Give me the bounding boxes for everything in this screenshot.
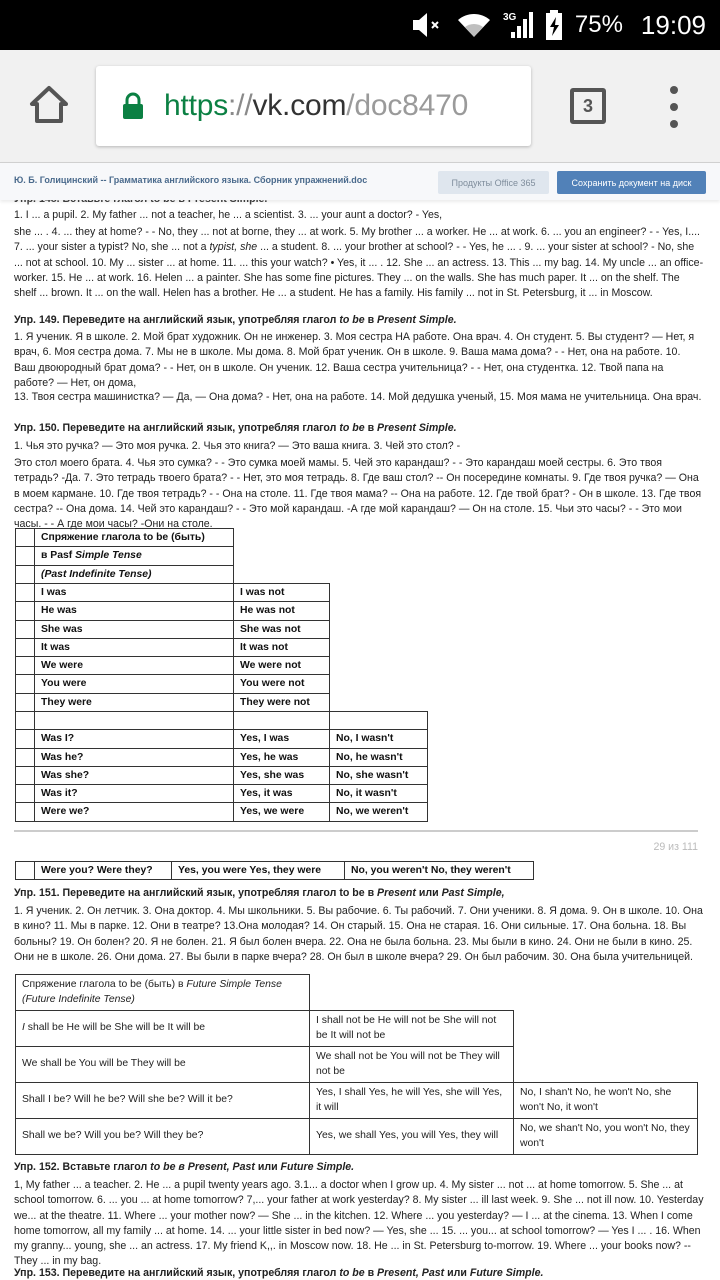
exercise-150-body: Это стол моего брата. 4. Чья это сумка? - - Это сумка моей мамы. 5. Чей это карандаш? - - Это карандаш моей сестры. 6. Это твоя тетрадь? -Да. 7. Это тетрадь твоего брата? - - Нет, это моя тетрадь. 8. Где ваш стол? -- Он посередине комнаты. 9. Где твоя ручка? — Она в моем кармане. 10. Где твоя тетрадь? - - Она на столе. 11. Где твоя мама? -- Она на работе. 12. Где твой брат? - Он в школе. 13. Где твоя сестра? -- Она дома. 14. Чей это карандаш? - - Это мой карандаш. -А где мой карандаш? — Он на столе. 15. Чьи это часы? - - Это мои часы. - - А где мои часы? -Они на столе. [14, 457, 702, 531]
table-cell [16, 730, 35, 748]
table-cell: Yes, you were Yes, they were [172, 862, 345, 880]
table-cell [16, 584, 35, 602]
table-cell: No, I wasn't [330, 730, 428, 748]
document-header [0, 162, 720, 200]
table-cell: Were you? Were they? [35, 862, 172, 880]
table-cell [514, 1010, 698, 1046]
table-cell: We shall not be You will not be They will not be [310, 1046, 514, 1082]
table-cell [16, 803, 35, 821]
table-row [16, 657, 330, 675]
table-cell: I was not [234, 584, 330, 602]
table-cell: Shall I be? Will he be? Will she be? Will it be? [16, 1082, 310, 1118]
table-row [16, 712, 428, 730]
table-cell: You were not [234, 675, 330, 693]
cellular-signal-icon [503, 10, 533, 40]
table-row [16, 675, 330, 693]
table-row [16, 602, 330, 620]
save-to-disk-button[interactable]: Сохранить документ на диск [557, 171, 706, 194]
battery-percentage: 75% [574, 11, 623, 38]
exercise-149-heading: Упр. 149. Переведите на английский язык, употребляя глагол to be в Present Simple. [14, 314, 457, 326]
table-cell [514, 1046, 698, 1082]
table-row [16, 862, 534, 880]
page-indicator: 29 из 111 [653, 841, 698, 853]
table-cell: Yes, he was [234, 748, 330, 766]
table-cell [16, 785, 35, 803]
table-cell: Was he? [35, 748, 234, 766]
tab-switcher-button[interactable]: 3 [570, 88, 606, 124]
office-365-button[interactable]: Продукты Office 365 [438, 171, 549, 194]
exercise-150-line1: 1. Чья это ручка? — Это моя ручка. 2. Чья это книга? — Это ваша книга. 3. Чей это стол? - [14, 440, 461, 452]
table-cell: No, he wasn't [330, 748, 428, 766]
table-cell: You were [35, 675, 234, 693]
table-cell: It was [35, 638, 234, 656]
table-cell [514, 975, 698, 1011]
table-cell: We shall be You will be They will be [16, 1046, 310, 1082]
table-cell: Was it? [35, 785, 234, 803]
page-separator [14, 830, 698, 832]
table-cell: No, I shan't No, he won't No, she won't No, it won't [514, 1082, 698, 1118]
table-row [16, 529, 234, 547]
table-cell: He was [35, 602, 234, 620]
table-row [16, 565, 234, 583]
table-cell [16, 712, 35, 730]
table-cell [16, 547, 35, 565]
table-cell: I shall not be He will not be She will not be It will not be [310, 1010, 514, 1046]
table-cell: Yes, we shall Yes, you will Yes, they will [310, 1118, 514, 1154]
table-cell [35, 712, 234, 730]
mute-icon [411, 11, 445, 39]
home-icon [28, 84, 70, 126]
past-simple-questions-table [15, 711, 428, 822]
secure-lock-icon [122, 92, 144, 120]
table-cell: We were not [234, 657, 330, 675]
table-cell: Yes, I was [234, 730, 330, 748]
table-row [16, 1010, 698, 1046]
past-simple-continued-table [15, 861, 534, 880]
future-simple-table [15, 974, 698, 1155]
table-cell: Was she? [35, 766, 234, 784]
table-cell [16, 638, 35, 656]
table-row [16, 748, 428, 766]
table-cell: Yes, I shall Yes, he will Yes, she will Yes, it will [310, 1082, 514, 1118]
table-cell: I shall be He will be She will be It will be [16, 1010, 310, 1046]
exercise-152-body: 1, My father ... a teacher. 2. He ... a pupil twenty years ago. 3.1... a doctor when I grow up. 4. My sister ... not ... at home tomorrow. 5. She ... at school tomorrow. 6. ... you ... at home tomorrow? 7,... your father at work yesterday? 8. My sister ... ill last week. 9. She ... not ill now. 10. Yesterday we... at the theatre. 11. Where ... your mother now? — She ... in the kitchen. 12. Where ... you yesterday? — I ... at the cinema. 13. When I come home tomorrow, all my family ... at home. 14. ... your little sister in bed now? — Yes, she ... 15. ... you... at school tomorrow? — Yes I ... . 16. When my granny... young, she ... an actress. 17. My friend K,,. in Moscow now. 18. He ... in St. Petersburg to-morrow. 19. Where ... your books now? -- They ... in my bag. [14, 1179, 704, 1268]
table-row [16, 620, 330, 638]
svg-text:3G: 3G [502, 12, 517, 23]
wifi-icon [457, 11, 491, 39]
table-cell: I was [35, 584, 234, 602]
table-cell: No, you weren't No, they weren't [345, 862, 534, 880]
table-cell: They were not [234, 693, 330, 711]
table-row [16, 766, 428, 784]
table-cell [234, 712, 330, 730]
table-cell: They were [35, 693, 234, 711]
address-bar[interactable] [96, 66, 531, 146]
table-row [16, 1082, 698, 1118]
past-simple-table [15, 528, 234, 584]
table-row [16, 547, 234, 565]
exercise-148-body: she ... . 4. ... they at home? - - No, they ... not at borne, they ... at work. 5. My brother ... a worker. He ... at work. 6. ... you an engineer? - - Yes, I.... 7. ... your sister a typist? No, she ... not a typist, she ... a student. 8. ... your brother at school? - - Yes, he ... . 9. ... your sister at school? - No, she ... not at school. 10. My ... sister ... at home. 11. ... this your watch? • Yes, it ... . 12. She ... an actress. 13. This ... my bag. 14. My uncle ... an office-worker. 15. He ... at work. 16. Helen ... a painter. She has some fine pictures. They ... on the walls. She has much paper. It ... on the shelf. The shelf ... brown. It ... on the wall. Helen has a brother. He ... a student. He has a family. His family ... not in St. Petersburg, it ... in Moscow. [14, 226, 704, 300]
table-cell: Спряжение глагола to be (быть) [35, 529, 234, 547]
url-text: https://vk.com/doc8470 [164, 89, 469, 122]
table-cell: Was I? [35, 730, 234, 748]
browser-toolbar [0, 50, 720, 162]
table-cell [16, 565, 35, 583]
table-cell [16, 675, 35, 693]
status-bar [0, 0, 720, 50]
exercise-148-line1: 1. I ... a pupil. 2. My father ... not a teacher, he ... a scientist. 3. ... your aunt a doctor? - Yes, [14, 209, 443, 221]
table-cell: Спряжение глагола to be (быть) в Future Simple Tense (Future Indefinite Tense) [16, 975, 310, 1011]
table-cell [330, 712, 428, 730]
document-title: Ю. Б. Голицинский -- Грамматика английского языка. Сборник упражнений.doc [14, 175, 368, 185]
exercise-149-body2: 13. Твоя сестра машинистка? — Да, — Она дома? - Нет, она на работе. 14. Мой дедушка ученый, 15. Моя мама не учительница. Она врач. [14, 391, 702, 403]
exercise-151-heading: Упр. 151. Переведите на английский язык, употребляя глагол to be в Present или Past Simple, [14, 887, 505, 899]
table-cell: No, she wasn't [330, 766, 428, 784]
table-cell: в Pasf Simple Tense [35, 547, 234, 565]
table-row [16, 1118, 698, 1154]
table-cell: No, it wasn't [330, 785, 428, 803]
table-cell [16, 657, 35, 675]
table-cell: Yes, she was [234, 766, 330, 784]
table-cell [16, 693, 35, 711]
past-simple-forms-table [15, 583, 330, 712]
exercise-150-heading: Упр. 150. Переведите на английский язык, употребляя глагол to be в Present Simple. [14, 422, 457, 434]
table-cell: She was [35, 620, 234, 638]
table-cell: Yes, we were [234, 803, 330, 821]
table-cell: We were [35, 657, 234, 675]
battery-charging-icon [545, 10, 563, 40]
table-row [16, 730, 428, 748]
table-cell: No, we shan't No, you won't No, they won't [514, 1118, 698, 1154]
table-row [16, 803, 428, 821]
table-cell [16, 620, 35, 638]
table-cell: Yes, it was [234, 785, 330, 803]
table-cell: She was not [234, 620, 330, 638]
table-row [16, 584, 330, 602]
table-cell: He was not [234, 602, 330, 620]
exercise-153-heading: Упр. 153. Переведите на английский язык, употребляя глагол to be в Present, Past или Future Simple. [14, 1267, 544, 1279]
table-cell: Shall we be? Will you be? Will they be? [16, 1118, 310, 1154]
table-row [16, 785, 428, 803]
table-cell [16, 602, 35, 620]
exercise-151-body: 1. Я ученик. 2. Он летчик. 3. Она доктор. 4. Мы школьники. 5. Вы рабочие. 6. Ты рабочий. 7. Они ученики. 8. Я дома. 9. Он в школе. 10. Она в кино? 11. Мы в парке. 12. Они в театре? 13.Она молодая? 14. Он старый. 15. Она не старая. 16. Они сильные. 17. Она больна. 18. Вы больны? 19. Он болен? 20. Я не болен. 21. Я был болен вчера. 22. Она не была больна. 23. Мы были в кино. 24. Они не были в кино. 25. Они не в школе. 26. Они дома. 27. Вы были в парке вчера? 28. Он был в школе вчера? 29. Он был рабочим. 30. Она была учительницей. [14, 905, 703, 963]
table-cell [16, 862, 35, 880]
table-cell: No, we weren't [330, 803, 428, 821]
table-cell [16, 529, 35, 547]
table-cell: It was not [234, 638, 330, 656]
table-row [16, 638, 330, 656]
table-cell: Were we? [35, 803, 234, 821]
table-row [16, 975, 698, 1011]
exercise-149-body1: 1. Я ученик. Я в школе. 2. Мой брат художник. Он не инженер. 3. Моя сестра НА работе. Она врач. 4. Он студент. 5. Вы студент? — Нет, я врач, 6. Моя сестра дома. 7. Мы не в школе. Мы дома. 8. Мой брат ученик. Он в школе. 9. Ваша мама дома? - - Нет, она на работе. 10. Ваш двоюродный брат дома? - - Нет, он в школе. Он ученик. 12. Ваша сестра учительница? - - Нет, она студентка. 12. Твой папа на работе? — Нет, он дома, [14, 331, 695, 389]
table-row [16, 693, 330, 711]
exercise-152-heading: Упр. 152. Вставьте глагол to be в Present, Past или Future Simple. [14, 1161, 355, 1173]
table-cell [310, 975, 514, 1011]
home-button[interactable] [28, 84, 70, 126]
table-row [16, 1046, 698, 1082]
clock: 19:09 [640, 9, 706, 40]
table-cell: (Past Indefinite Tense) [35, 565, 234, 583]
document-viewer[interactable] [0, 190, 720, 1280]
overflow-menu-button[interactable] [662, 86, 686, 128]
table-cell [16, 766, 35, 784]
table-cell [16, 748, 35, 766]
